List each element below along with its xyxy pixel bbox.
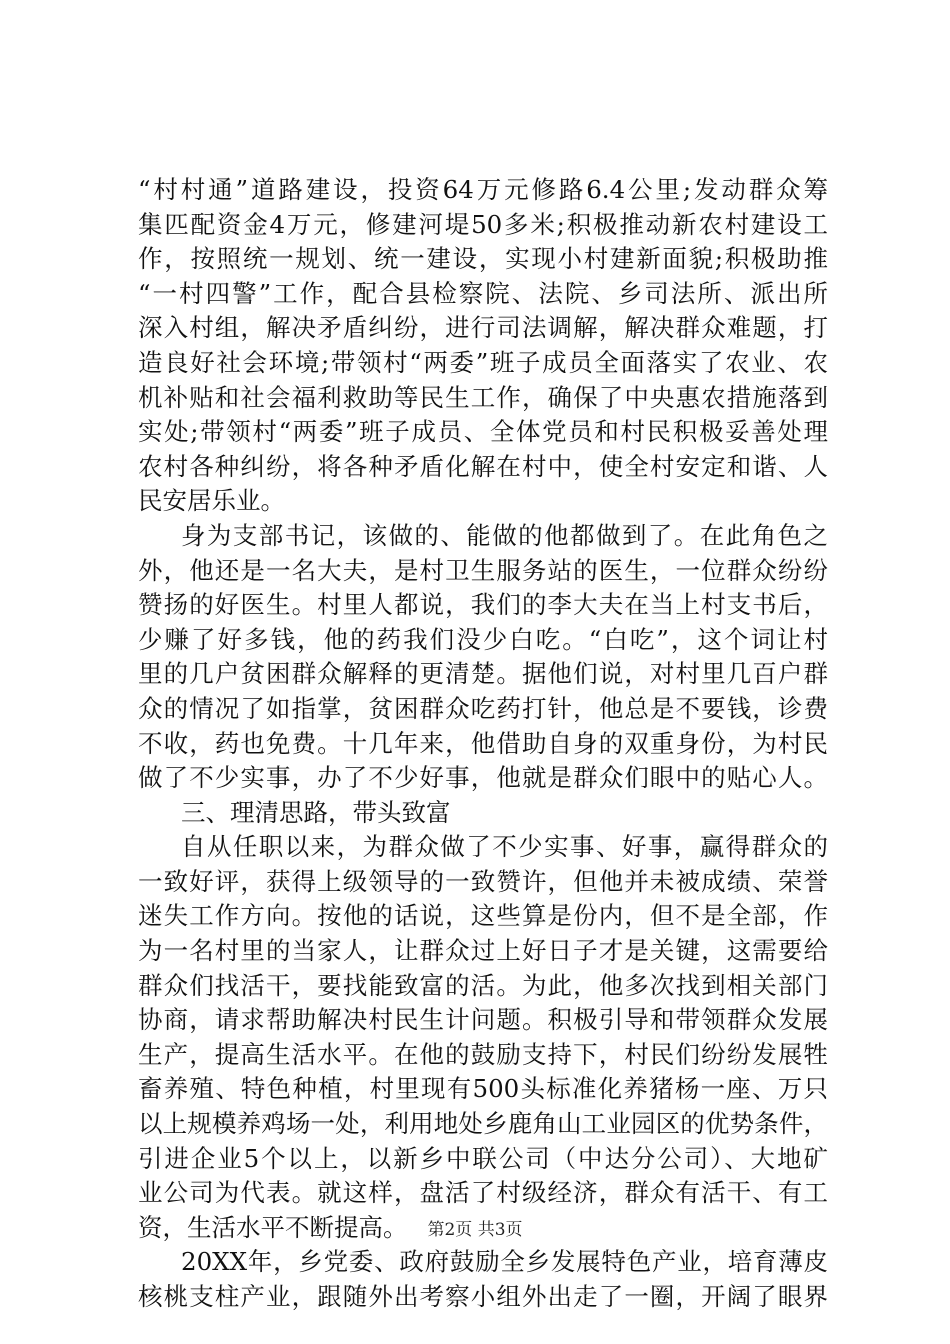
paragraph-line: 做了不少实事，办了不少好事，他就是群众们眼中的贴心人。 bbox=[138, 763, 828, 793]
paragraph-line: 业公司为代表。就这样，盘活了村级经济，群众有活干、有工 bbox=[138, 1178, 828, 1208]
paragraph-line: 众的情况了如指掌，贫困群众吃药打针，他总是不要钱，诊费 bbox=[138, 693, 828, 723]
paragraph-line: 引进企业5个以上，以新乡中联公司（中达分公司）、大地矿 bbox=[138, 1143, 828, 1173]
paragraph-line: 生产，提高生活水平。在他的鼓励支持下，村民们纷纷发展牲 bbox=[138, 1039, 828, 1069]
document-body bbox=[138, 173, 828, 1315]
paragraph-last-line: 民安居乐业。 bbox=[138, 486, 285, 516]
paragraph-line: 里的几户贫困群众解释的更清楚。据他们说，对村里几百户群 bbox=[138, 659, 828, 689]
paragraph-line: 一致好评，获得上级领导的一致赞许，但他并未被成绩、荣誉 bbox=[138, 866, 828, 896]
paragraph-line: 机补贴和社会福利救助等民生工作，确保了中央惠农措施落到 bbox=[138, 382, 828, 412]
paragraph-line: 赞扬的好医生。村里人都说，我们的李大夫在当上村支书后， bbox=[138, 590, 828, 620]
paragraph-line: “一村四警”工作，配合县检察院、法院、乡司法所、派出所 bbox=[138, 278, 828, 308]
paragraph-first-line: 自从任职以来，为群众做了不少实事、好事，赢得群众的 bbox=[181, 832, 828, 862]
paragraph-line: 少赚了好多钱，他的药我们没少白吃。“白吃”，这个词让村 bbox=[138, 624, 828, 654]
paragraph-line: 实处;带领村“两委”班子成员、全体党员和村民积极妥善处理 bbox=[138, 417, 828, 447]
paragraph-line: 协商，请求帮助解决村民生计问题。积极引导和带领群众发展 bbox=[138, 1005, 828, 1035]
paragraph-line: 核桃支柱产业，跟随外出考察小组外出走了一圈，开阔了眼界 bbox=[138, 1282, 828, 1311]
paragraph-line: 不收，药也免费。十几年来，他借助自身的双重身份，为村民 bbox=[138, 728, 828, 758]
paragraph-line: 以上规模养鸡场一处，利用地处乡鹿角山工业园区的优势条件， bbox=[138, 1109, 828, 1139]
section-heading: 三、理清思路，带头致富 bbox=[181, 797, 451, 827]
paragraph-line: 外，他还是一名大夫，是村卫生服务站的医生，一位群众纷纷 bbox=[138, 555, 828, 585]
paragraph-line: 农村各种纠纷，将各种矛盾化解在村中，使全村安定和谐、人 bbox=[138, 451, 828, 481]
paragraph-line: 迷失工作方向。按他的话说，这些算是份内，但不是全部，作 bbox=[138, 901, 828, 931]
paragraph-first-line: 20XX年，乡党委、政府鼓励全乡发展特色产业，培育薄皮 bbox=[181, 1247, 828, 1277]
page-number-footer: 第2页 共3页 bbox=[427, 1220, 523, 1240]
paragraph-line: 作，按照统一规划、统一建设，实现小村建新面貌;积极助推 bbox=[138, 244, 828, 274]
paragraph-line: 群众们找活干，要找能致富的活。为此，他多次找到相关部门 bbox=[138, 970, 828, 1000]
paragraph-line: 集匹配资金4万元，修建河堤50多米;积极推动新农村建设工 bbox=[138, 209, 828, 239]
paragraph-line: 造良好社会环境;带领村“两委”班子成员全面落实了农业、农 bbox=[138, 347, 828, 377]
paragraph-last-line: 资，生活水平不断提高。 bbox=[138, 1212, 408, 1242]
paragraph-line: 深入村组，解决矛盾纠纷，进行司法调解，解决群众难题，打 bbox=[138, 313, 828, 343]
paragraph-first-line: 身为支部书记，该做的、能做的他都做到了。在此角色之 bbox=[181, 520, 828, 550]
paragraph-line: 畜养殖、特色种植，村里现有500头标准化养猪杨一座、万只 bbox=[138, 1074, 828, 1104]
paragraph-line: “村村通”道路建设，投资64万元修路6.4公里;发动群众筹 bbox=[138, 175, 828, 204]
paragraph-line: 为一名村里的当家人，让群众过上好日子才是关键，这需要给 bbox=[138, 936, 828, 966]
